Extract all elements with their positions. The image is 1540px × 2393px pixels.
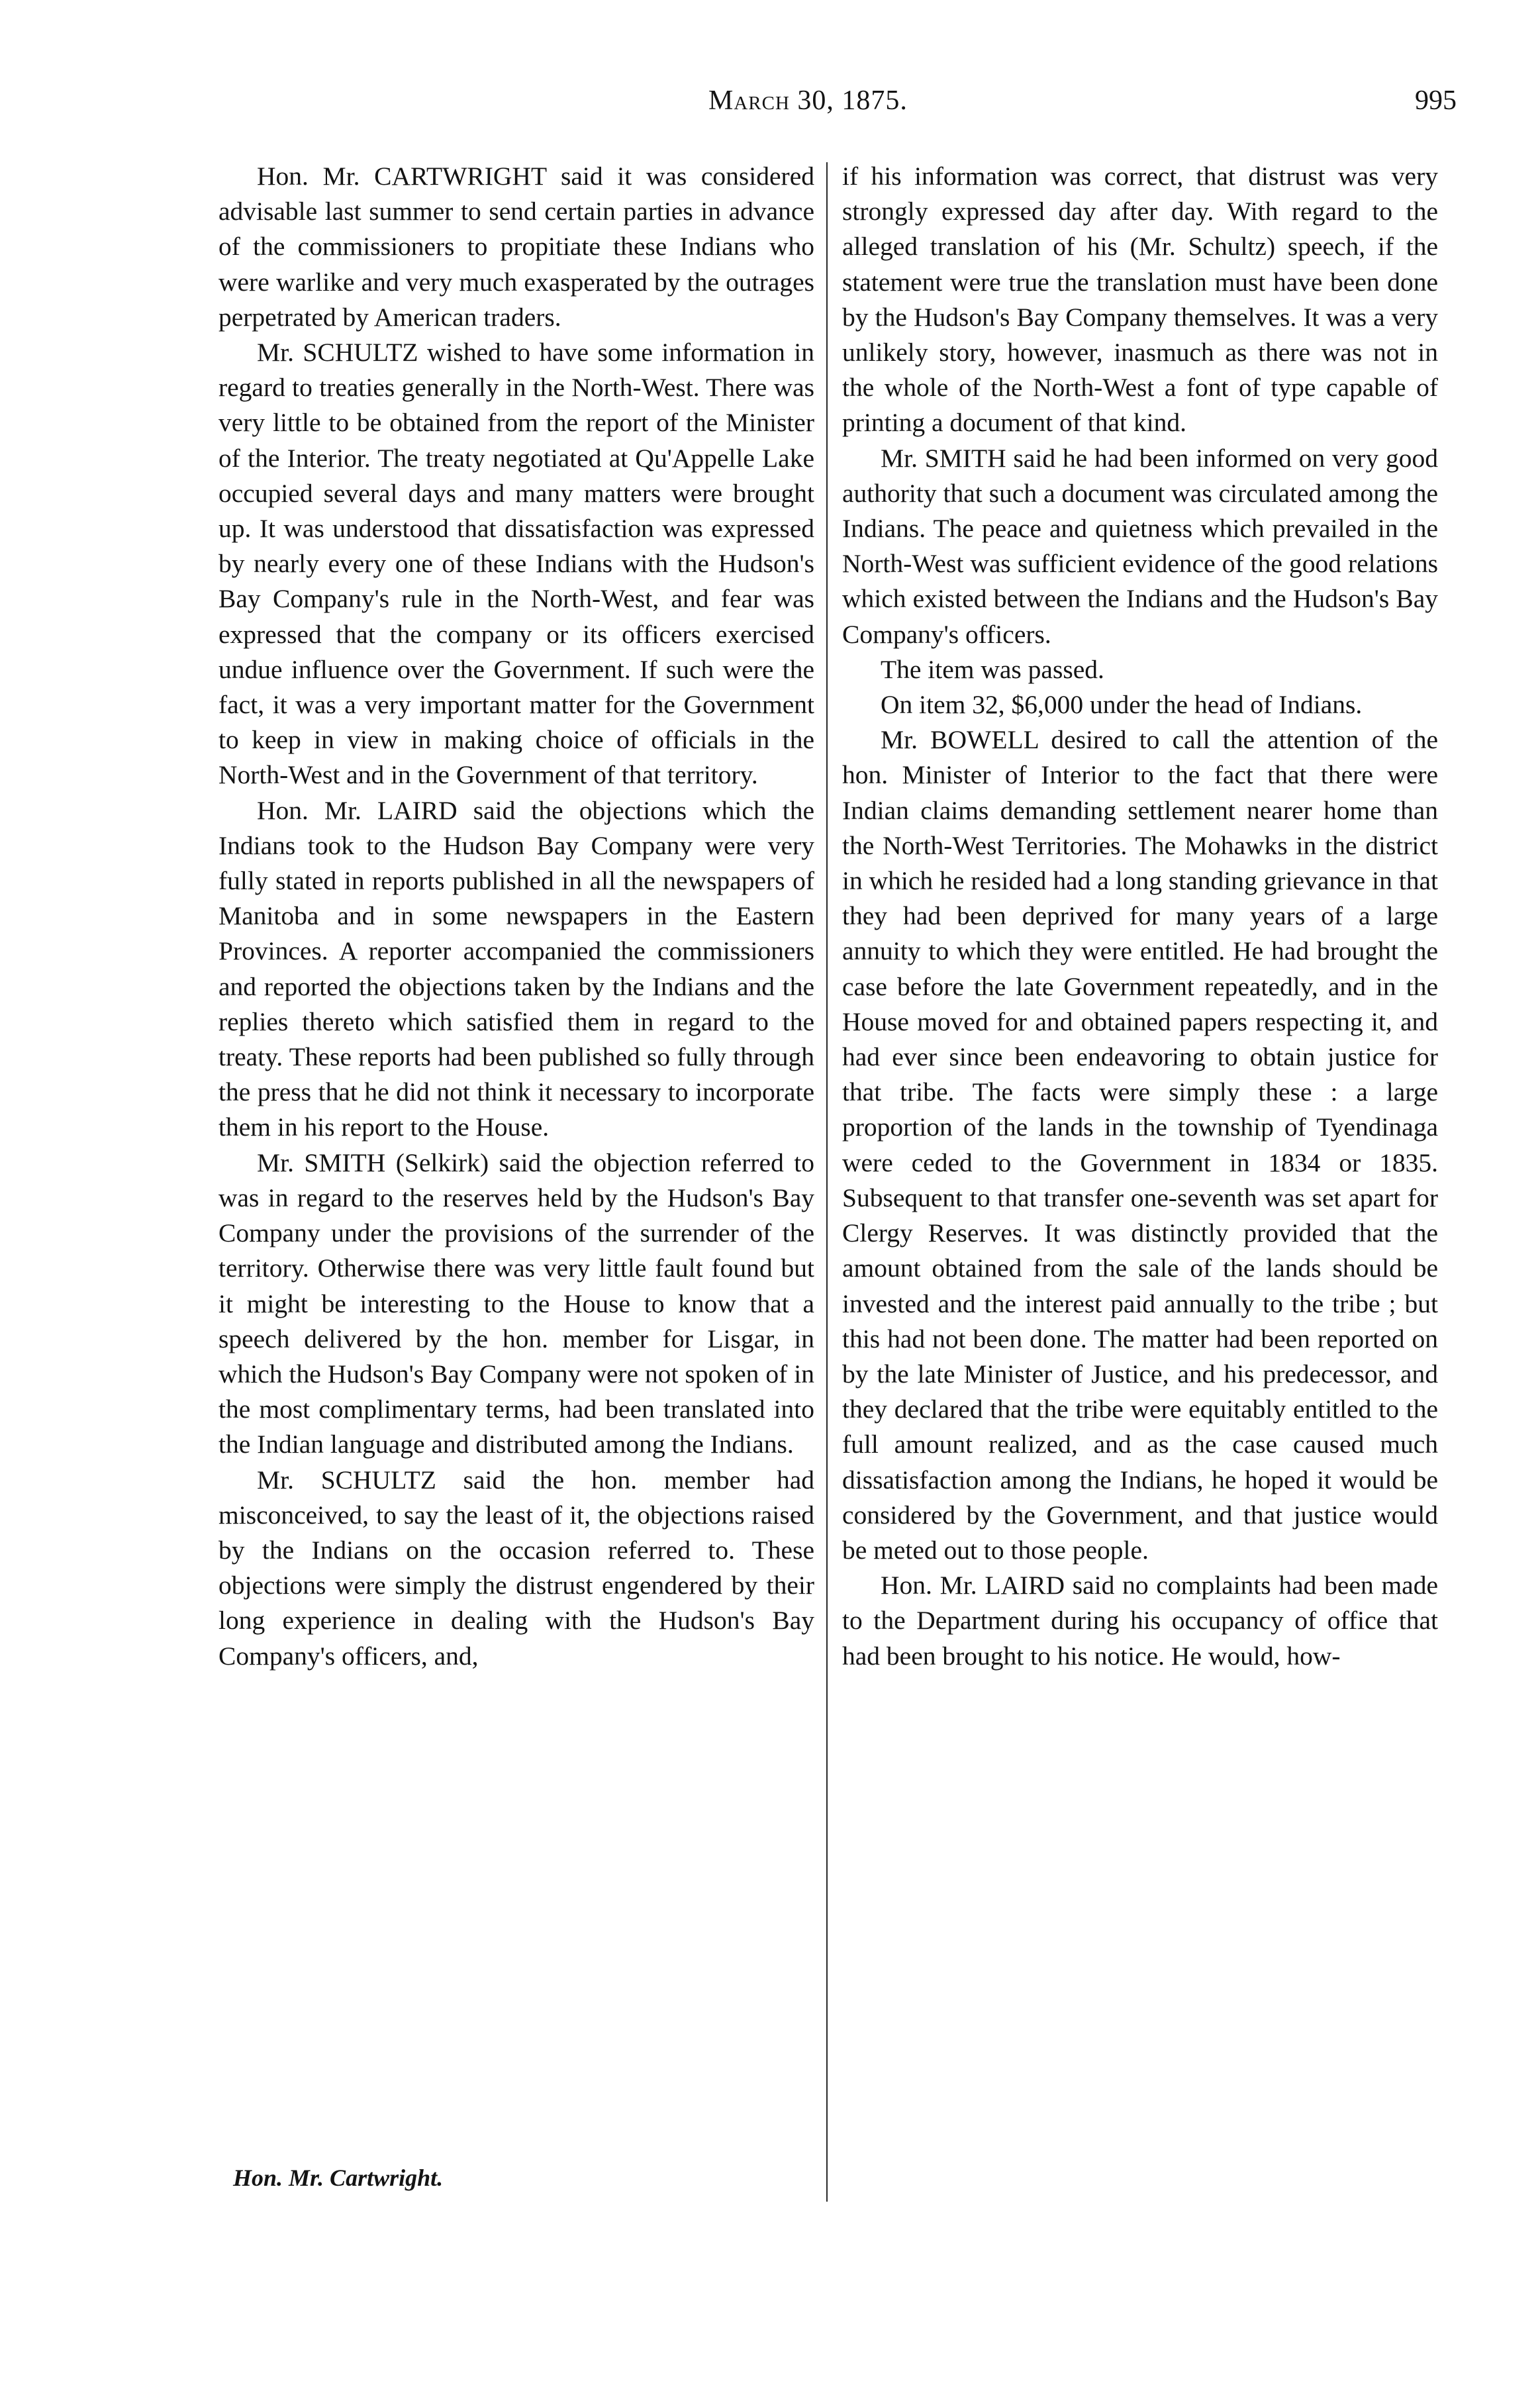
page-header (199, 85, 1457, 124)
page-number: 995 (1415, 85, 1457, 116)
header-date-rest: 30, 1875. (797, 85, 908, 116)
paragraph: Mr. BOWELL desired to call the attention of the hon. Minister of Interior to the fact that there were Indian claims demanding settlement nearer home than the North-West Territories. The Mohawks in the district in which he resided had a long standing grievance in that they had been deprived for many years of a large annuity to which they were entitled. He had brought the case before the late Government repeatedly, and in the House moved for and obtained papers respecting it, and had ever since been endeavoring to obtain justice for that tribe. The facts were simply these : a large proportion of the lands in the township of Tyendinaga were ceded to the Government in 1834 or 1835. Subsequent to that transfer one-seventh was set apart for Clergy Reserves. It was distinctly provided that the amount obtained from the sale of the lands should be invested and the interest paid annually to the tribe ; but this had not been done. The matter had been reported on by the late Minister of Justice, and his predecessor, and they declared that the tribe were equitably entitled to the full amount realized, and as the case caused much dissatisfaction among the Indians, he hoped it would be considered by the Government, and that justice would be meted out to those people. (842, 725, 1438, 1565)
left-column (218, 159, 814, 1674)
paragraph: Hon. Mr. LAIRD said no complaints had been made to the Department during his occupancy of office that had been brought to his notice. He would, how- (842, 1571, 1438, 1671)
paragraph: Hon. Mr. LAIRD said the objections which the Indians took to the Hudson Bay Company were very fully stated in reports published in all the newspapers of Manitoba and in some newspapers in the Eastern Provinces. A reporter accompanied the commissioners and reported the objections taken by the Indians and the replies thereto which satisfied them in regard to the treaty. These reports had been published so fully through the press that he did not think it necessary to incorporate them in his report to the House. (218, 795, 814, 1142)
header-month: March (708, 85, 790, 116)
header-date (708, 85, 908, 117)
paragraph: Mr. SCHULTZ wished to have some information in regard to treaties generally in the North-West. There was very little to be obtained from the report of the Minister of the Interior. The treaty negotiated at Qu'Appelle Lake occupied several days and many matters were brought up. It was understood that dissatisfaction was expressed by nearly every one of these Indians with the Hudson's Bay Company's rule in the North-West, and fear was expressed that the company or its officers exercised undue influence over the Government. If such were the fact, it was a very important matter for the Government to keep in view in making choice of officials in the North-West and in the Government of that territory. (218, 338, 814, 790)
speaker-footnote: Hon. Mr. Cartwright. (233, 2165, 444, 2191)
paragraph: Mr. SMITH said he had been informed on very good authority that such a document was circulated among the Indians. The peace and quietness which prevailed in the North-West was sufficient evidence of the good relations which existed between the Indians and the Hudson's Bay Company's officers. (842, 443, 1438, 649)
column-divider (826, 162, 828, 2202)
paragraph: Mr. SMITH (Selkirk) said the objection referred to was in regard to the reserves held by the Hudson's Bay Company under the provisions of the surrender of the territory. Otherwise there was very little fault found but it might be interesting to the House to know that a speech delivered by the hon. member for Lisgar, in which the Hudson's Bay Company were not spoken of in the most complimentary terms, had been translated into the Indian language and distributed among the Indians. (218, 1148, 814, 1459)
paragraph: The item was passed. (881, 654, 1104, 684)
paragraph: if his information was correct, that distrust was very strongly expressed day after day. With regard to the alleged translation of his (Mr. Schultz) speech, if the statement were true the translation must have been done by the Hudson's Bay Company themselves. It was a very unlikely story, however, inasmuch as there was not in the whole of the North-West a font of type capable of printing a document of that kind. (842, 162, 1438, 438)
paragraph: Mr. SCHULTZ said the hon. member had misconceived, to say the least of it, the objections raised by the Indians on the occasion referred to. These objections were simply the distrust engendered by their long experience in dealing with the Hudson's Bay Company's officers, and, (218, 1465, 814, 1671)
paragraph: On item 32, $6,000 under the head of Indians. (881, 690, 1363, 720)
paragraph: Hon. Mr. CARTWRIGHT said it was considered advisable last summer to send certain parties in advance of the commissioners to propitiate these Indians who were warlike and very much exasperated by the outrages perpetrated by American traders. (218, 162, 814, 332)
right-column (842, 159, 1438, 1674)
